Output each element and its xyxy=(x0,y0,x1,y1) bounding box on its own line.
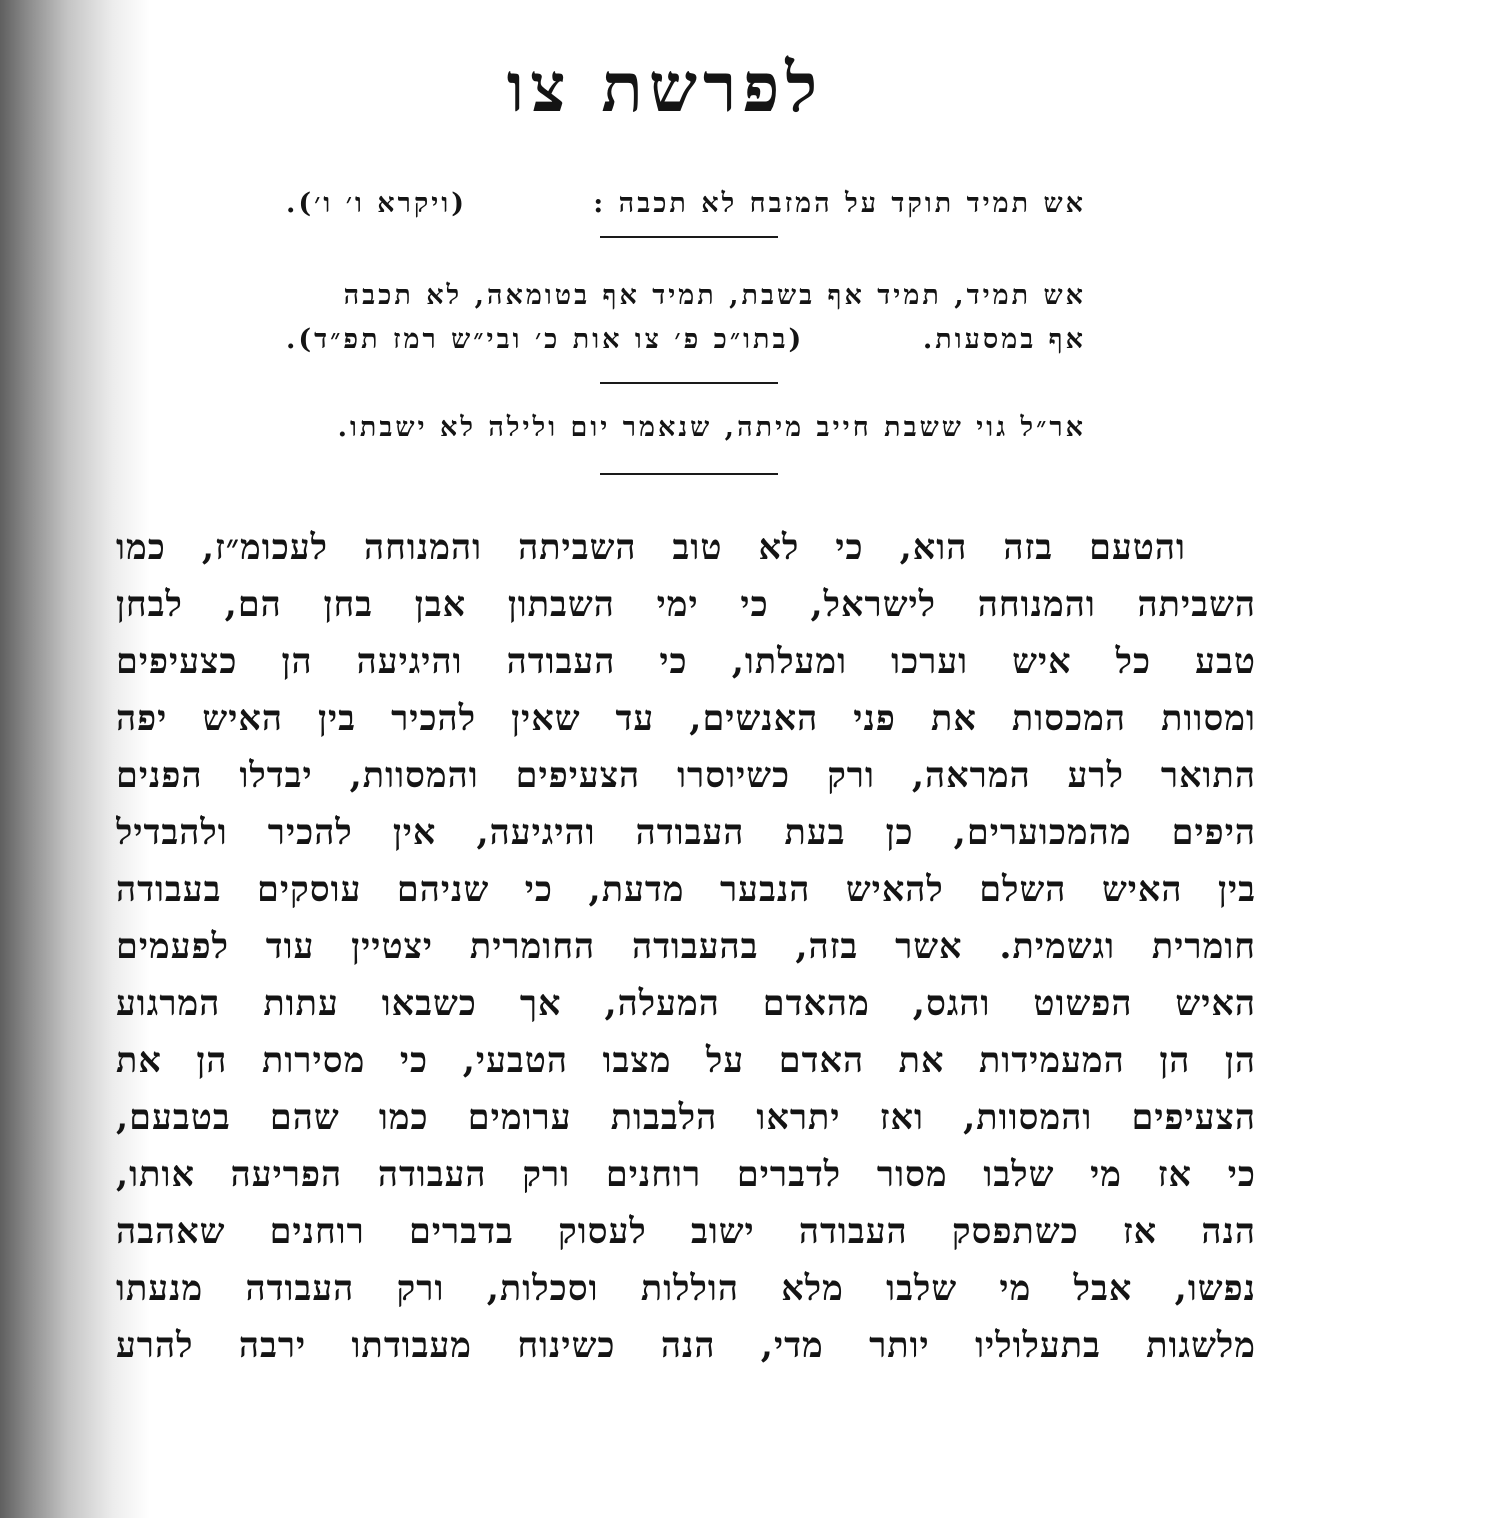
body-line: והטעם בזה הוא, כי לא טוב השביתה והמנוחה לעכומ״ז, כמו xyxy=(116,527,1186,568)
divider-rule xyxy=(600,473,778,475)
saying-text: אר״ל גוי ששבת חייב מיתה, שנאמר יום ולילה לא ישבתו. xyxy=(337,412,1086,443)
body-line: חומרית וגשמית. אשר בזה, בהעבודה החומרית יצטיין עוד לפעמים xyxy=(116,926,1256,967)
commentary-line xyxy=(286,280,1086,322)
body-line: כי אז מי שלבו מסור לדברים רוחנים ורק העבודה הפריעה אותו, xyxy=(116,1154,1256,1195)
body-line: הנה אז כשתפסק העבודה ישוב לעסוק בדברים רוחנים שאהבה xyxy=(116,1211,1256,1252)
body-line: הן הן המעמידות את האדם על מצבו הטבעי, כי מסירות הן את xyxy=(116,1040,1256,1081)
body-line: נפשו, אבל מי שלבו מלא הוללות וסכלות, ורק העבודה מנעתו xyxy=(116,1268,1256,1309)
body-line: האיש הפשוט והגס, מהאדם המעלה, אך כשבאו עתות המרגוע xyxy=(116,983,1256,1024)
divider-rule xyxy=(600,382,778,384)
saying-line xyxy=(286,412,1086,454)
body-line: ומסוות המכסות את פני האנשים, עד שאין להכיר בין האיש יפה xyxy=(116,698,1256,739)
divider-rule xyxy=(600,236,778,238)
body-line: הצעיפים והמסוות, ואז יתראו הלבבות ערומים כמו שהם בטבעם, xyxy=(116,1097,1256,1138)
commentary-text-2: אף במסעות. xyxy=(922,324,1086,355)
body-line: בין האיש השלם להאיש הנבער מדעת, כי שניהם עוסקים בעבודה xyxy=(116,869,1256,910)
verse-text: אש תמיד תוקד על המזבח לא תכבה : xyxy=(593,188,1086,219)
commentary-line xyxy=(286,324,1086,366)
verse-source: (ויקרא ו׳ ו׳). xyxy=(286,188,468,219)
commentary-source: (בתו״כ פ׳ צו אות כ׳ ובי״ש רמז תפ״ד). xyxy=(286,324,805,355)
body-line: התואר לרע המראה, ורק כשיוסרו הצעיפים והמסוות, יבדלו הפנים xyxy=(116,755,1256,796)
body-line: השביתה והמנוחה לישראל, כי ימי השבתון אבן בחן הם, לבחן xyxy=(116,584,1256,625)
verse-line xyxy=(286,188,1086,230)
body-line: טבע כל איש וערכו ומעלתו, כי העבודה והיגיעה הן כצעיפים xyxy=(116,641,1256,682)
body-line: היפים מהמכוערים, כן בעת העבודה והיגיעה, אין להכיר ולהבדיל xyxy=(116,812,1256,853)
page-title: לפרשת צו xyxy=(506,48,824,128)
body-line: מלשגות בתעלוליו יותר מדי, הנה כשינוח מעבודתו ירבה להרע xyxy=(116,1325,1256,1366)
commentary-text-1: אש תמיד, תמיד אף בשבת, תמיד אף בטומאה, לא תכבה xyxy=(343,280,1086,311)
